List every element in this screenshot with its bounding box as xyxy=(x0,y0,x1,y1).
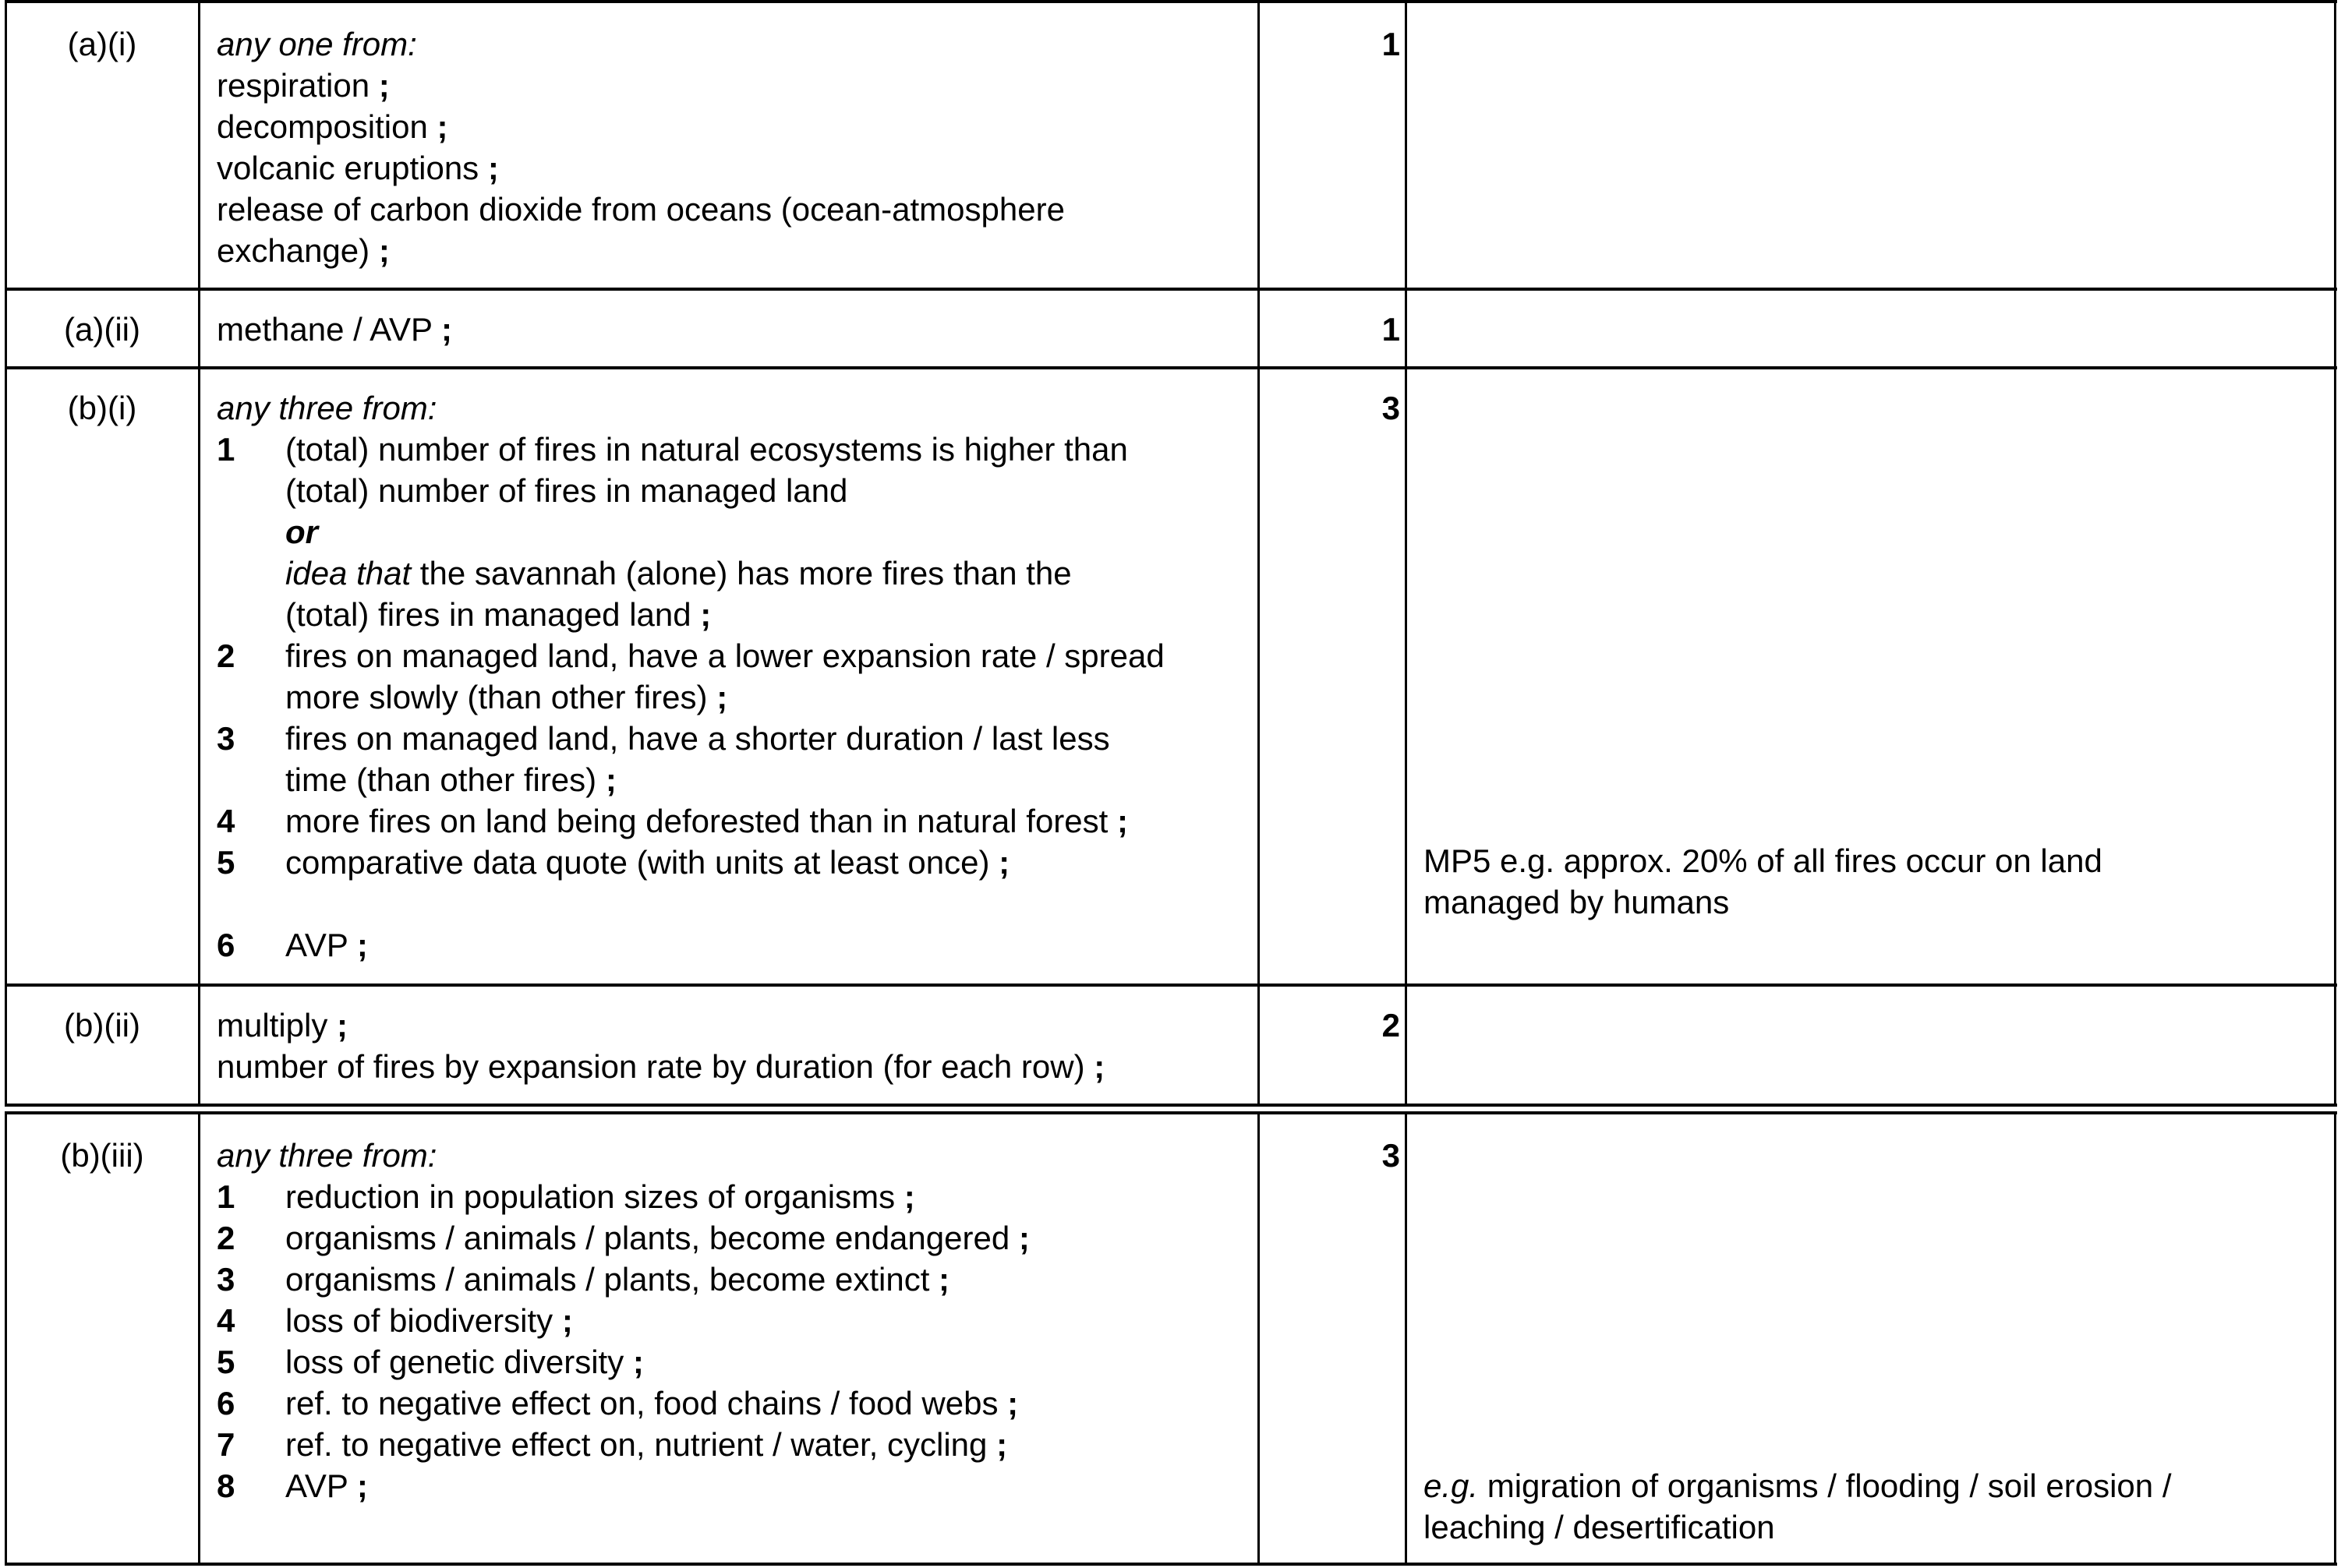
column-divider xyxy=(198,1111,200,1566)
question-number: (b)(ii) xyxy=(64,1007,140,1044)
marking-point-number: 3 xyxy=(217,720,235,757)
answer-line: number of fires by expansion rate by duration (for each row) ; xyxy=(217,1048,1105,1085)
marking-point xyxy=(217,635,1261,718)
column-divider xyxy=(1405,1111,1407,1566)
marking-point: 7 ref. to negative effect on, nutrient / water, cycling ; xyxy=(217,1424,1261,1465)
answer-cell xyxy=(217,387,1261,966)
answer-intro: any one from: xyxy=(217,26,417,62)
table-border-top xyxy=(5,0,2337,3)
marking-point: 6 ref. to negative effect on, food chains / food webs ; xyxy=(217,1383,1261,1424)
marks: 1 xyxy=(1381,26,1400,62)
marking-point-number: 5 xyxy=(217,1344,235,1380)
table-border-left xyxy=(5,1111,7,1566)
answer-intro: any three from: xyxy=(217,390,437,426)
marking-point-number: 6 xyxy=(217,927,235,963)
answer-line: multiply ; xyxy=(217,1007,348,1044)
guidance-line: MP5 e.g. approx. 20% of all fires occur on land xyxy=(1423,842,2102,879)
answer-line: respiration ; xyxy=(217,67,390,104)
answer-line: (total) number of fires in natural ecosystems is higher than xyxy=(285,431,1128,468)
answer-line: fires on managed land, have a lower expansion rate / spread xyxy=(285,637,1165,674)
answer-line: volcanic eruptions ; xyxy=(217,150,499,186)
alternative-or: or xyxy=(285,514,318,550)
marking-point: 8 AVP ; xyxy=(217,1465,1261,1506)
answer-line: more slowly (than other fires) ; xyxy=(285,679,728,715)
answer-line: fires on managed land, have a shorter duration / last less xyxy=(285,720,1110,757)
marking-point-number: 7 xyxy=(217,1426,235,1463)
marking-point: 5 loss of genetic diversity ; xyxy=(217,1341,1261,1383)
answer-intro: any three from: xyxy=(217,1137,437,1174)
guidance-cell xyxy=(1423,840,2320,923)
answer-line: time (than other fires) ; xyxy=(285,761,617,798)
marking-point: 3 organisms / animals / plants, become extinct ; xyxy=(217,1259,1261,1300)
answer-line: release of carbon dioxide from oceans (ocean-atmosphere xyxy=(217,191,1065,228)
column-divider xyxy=(1405,0,1407,1106)
marking-point xyxy=(217,842,1261,883)
table-border-left xyxy=(5,0,7,1106)
guidance-line: e.g. migration of organisms / flooding / soil erosion / xyxy=(1423,1467,2172,1504)
question-number: (b)(i) xyxy=(67,390,137,426)
question-number: (a)(i) xyxy=(67,26,137,62)
marking-point xyxy=(217,924,1261,966)
marking-point: 4 loss of biodiversity ; xyxy=(217,1300,1261,1341)
question-number: (b)(iii) xyxy=(60,1137,144,1174)
answer-line: comparative data quote (with units at least once) ; xyxy=(285,844,1010,881)
marking-point: 1 reduction in population sizes of organisms ; xyxy=(217,1176,1261,1217)
section-divider xyxy=(5,1111,2337,1114)
marking-point-number: 4 xyxy=(217,803,235,839)
row-divider xyxy=(5,366,2337,369)
marks: 3 xyxy=(1381,1137,1400,1174)
answer-cell xyxy=(217,23,1261,271)
marking-point xyxy=(217,800,1261,842)
marking-point-number: 1 xyxy=(217,1178,235,1215)
answer-cell xyxy=(217,1005,1261,1087)
marking-point-number: 5 xyxy=(217,844,235,881)
marking-point-number: 4 xyxy=(217,1302,235,1339)
answer-line: exchange) ; xyxy=(217,232,390,269)
marking-point-number: 1 xyxy=(217,431,235,468)
marking-point-number: 6 xyxy=(217,1385,235,1421)
column-divider xyxy=(198,0,200,1106)
table-border-right xyxy=(2334,1111,2336,1566)
answer-line: AVP ; xyxy=(285,927,368,963)
table-border-bottom xyxy=(5,1563,2337,1566)
marks: 1 xyxy=(1381,311,1400,348)
answer-cell xyxy=(217,1135,1261,1506)
answer-line: decomposition ; xyxy=(217,108,448,145)
section-divider xyxy=(5,1104,2337,1107)
answer-line: idea that the savannah (alone) has more fires than the xyxy=(285,555,1072,592)
marks: 2 xyxy=(1381,1007,1400,1044)
marking-point xyxy=(217,429,1261,635)
row-divider xyxy=(5,288,2337,291)
table-border-right xyxy=(2334,0,2336,1106)
marking-point xyxy=(217,718,1261,800)
marking-point-number: 2 xyxy=(217,1220,235,1256)
question-number: (a)(ii) xyxy=(64,311,140,348)
marking-point-number: 8 xyxy=(217,1467,235,1504)
marks: 3 xyxy=(1381,390,1400,426)
answer-cell xyxy=(217,309,1261,350)
marking-point: 2 organisms / animals / plants, become endangered ; xyxy=(217,1217,1261,1259)
guidance-line: leaching / desertification xyxy=(1423,1509,1775,1545)
guidance-cell xyxy=(1423,1465,2320,1548)
answer-line: methane / AVP ; xyxy=(217,311,452,348)
answer-line: more fires on land being deforested than in natural forest ; xyxy=(285,803,1128,839)
answer-line: (total) number of fires in managed land xyxy=(285,472,848,509)
row-divider xyxy=(5,984,2337,987)
marking-point-number: 3 xyxy=(217,1261,235,1298)
guidance-line: managed by humans xyxy=(1423,884,1730,920)
marking-point-number: 2 xyxy=(217,637,235,674)
answer-line: (total) fires in managed land ; xyxy=(285,596,712,633)
